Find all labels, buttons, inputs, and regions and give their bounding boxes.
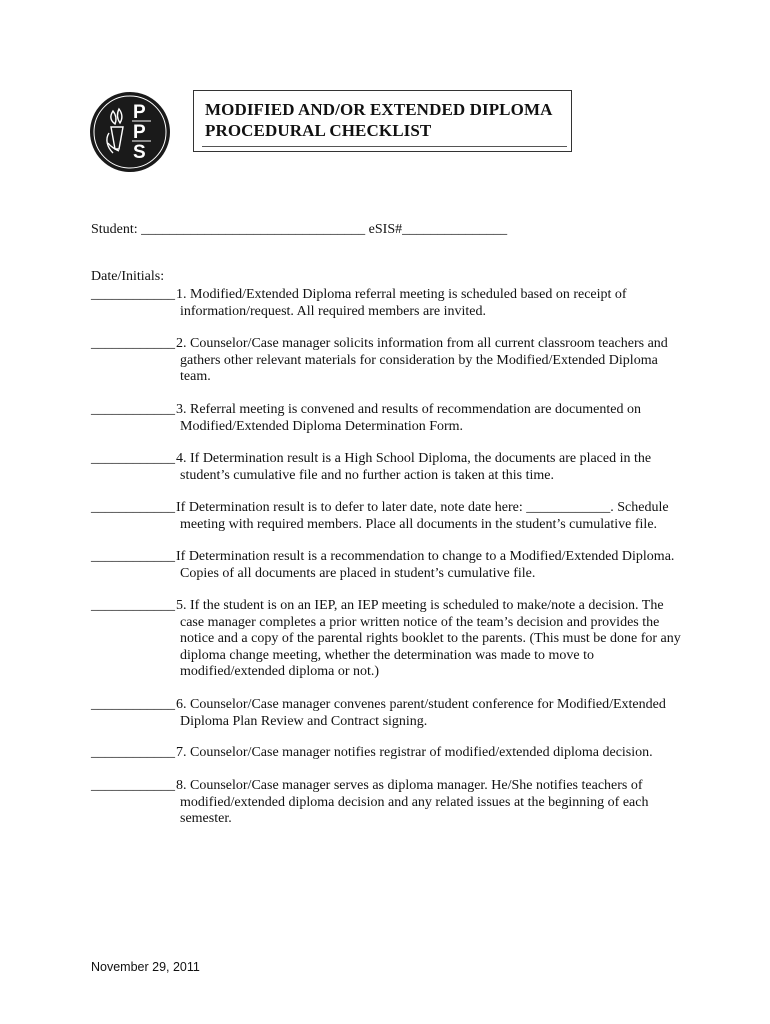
pps-logo [89, 91, 171, 173]
item-text: modified/extended diploma or not.) [180, 664, 380, 679]
title-box [193, 90, 572, 152]
checklist-item-1 [91, 287, 691, 320]
esis-label: eSIS# [368, 222, 403, 237]
item-text: meeting with required members. Place all documents in the student’s cumulative file. [180, 516, 658, 532]
item-text: Copies of all documents are placed in student’s cumulative file. [180, 565, 536, 581]
item-text: 3. Referral meeting is convened and results of recommendation are documented on [176, 402, 641, 417]
esis-number-field[interactable]: _______________ [402, 222, 508, 237]
item-text: If Determination result is to defer to later date, note date here: ____________. Schedule [176, 500, 669, 515]
checklist-item-5 [91, 598, 691, 681]
checklist-item-6 [91, 697, 691, 730]
logo-letter-p2: P [133, 122, 146, 143]
item-text: information/request. All required members are invited. [180, 303, 486, 319]
title-underline [202, 146, 567, 147]
item-text: gathers other relevant materials for consideration by the Modified/Extended Diploma [180, 352, 658, 368]
checklist-item-defer [91, 500, 691, 533]
date-initials-field[interactable]: ____________ [91, 778, 175, 793]
date-initials-label: Date/Initials: [91, 269, 165, 284]
checklist-item-3 [91, 402, 691, 435]
checklist-item-2 [91, 336, 691, 386]
item-text: Diploma Plan Review and Contract signing. [180, 713, 428, 729]
item-text: 5. If the student is on an IEP, an IEP meeting is scheduled to make/note a decision. The [176, 598, 664, 613]
item-text: 8. Counselor/Case manager serves as diploma manager. He/She notifies teachers of [176, 778, 643, 793]
date-initials-field[interactable]: ____________ [91, 745, 175, 760]
date-initials-field[interactable]: ____________ [91, 402, 175, 417]
document-title-line-2: PROCEDURAL CHECKLIST [205, 121, 432, 140]
checklist-item-recommendation [91, 549, 691, 582]
item-text: 2. Counselor/Case manager solicits information from all current classroom teachers and [176, 336, 668, 351]
date-initials-field[interactable]: ____________ [91, 549, 175, 564]
checklist-item-4 [91, 451, 691, 484]
document-title-line-1: MODIFIED AND/OR EXTENDED DIPLOMA [205, 100, 553, 119]
item-text: team. [180, 369, 211, 384]
student-row [91, 222, 507, 238]
date-initials-field[interactable]: ____________ [91, 287, 175, 302]
item-text: 7. Counselor/Case manager notifies registrar of modified/extended diploma decision. [176, 745, 653, 760]
logo-letter-s: S [133, 142, 146, 163]
date-initials-field[interactable]: ____________ [91, 451, 175, 466]
student-label: Student: [91, 222, 138, 237]
item-text: 4. If Determination result is a High School Diploma, the documents are placed in the [176, 451, 652, 466]
checklist-item-8 [91, 778, 691, 828]
item-text: 6. Counselor/Case manager convenes parent/student conference for Modified/Extended [176, 697, 666, 712]
date-initials-field[interactable]: ____________ [91, 697, 175, 712]
item-text: Modified/Extended Diploma Determination Form. [180, 418, 464, 434]
date-initials-field[interactable]: ____________ [91, 336, 175, 351]
student-name-field[interactable]: ________________________________ [141, 222, 366, 237]
date-initials-field[interactable]: ____________ [91, 598, 175, 613]
item-text: case manager completes a prior written notice of the team’s decision and provides the [180, 614, 660, 630]
item-text: student’s cumulative file and no further action is taken at this time. [180, 467, 555, 483]
footer-date: November 29, 2011 [91, 960, 200, 974]
item-text: semester. [180, 811, 232, 826]
item-text: diploma change meeting, whether the determination was made to move to [180, 647, 595, 663]
date-initials-field[interactable]: ____________ [91, 500, 175, 515]
item-text: modified/extended diploma decision and any related issues at the beginning of each [180, 794, 649, 810]
item-text: 1. Modified/Extended Diploma referral meeting is scheduled based on receipt of [176, 287, 627, 302]
checklist-item-7 [91, 745, 691, 762]
item-text: notice and a copy of the parental rights booklet to the parents. (This must be done for any [180, 631, 681, 646]
logo-letter-p1: P [133, 102, 146, 123]
item-text: If Determination result is a recommendation to change to a Modified/Extended Diploma. [176, 549, 675, 564]
